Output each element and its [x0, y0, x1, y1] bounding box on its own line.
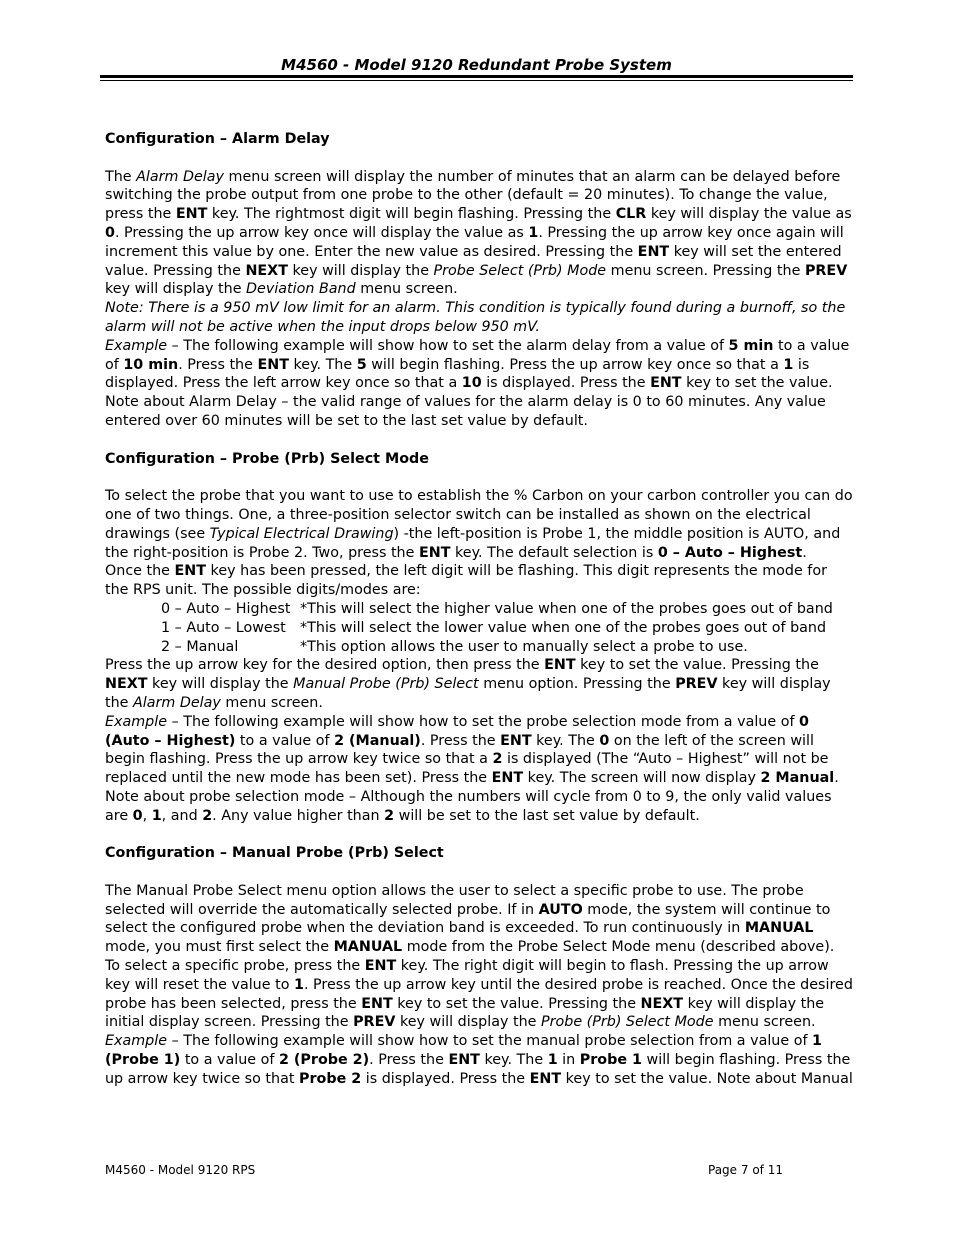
text-run: ) -the left-position is Probe 1, the middle position is AUTO, and the right-position is Probe 2. Two, press the [105, 525, 841, 561]
header-rule-thin [100, 80, 853, 81]
italic-text: Probe Select (Prb) Mode [433, 262, 607, 279]
text-run: The Manual Probe Select menu option allows the user to select a specific probe to use. The probe selected will override the automatically selected probe. If in [105, 882, 804, 918]
bold-text: 1 [783, 356, 794, 373]
bold-text: 0 [105, 224, 115, 241]
select-mode-paragraph-2 [105, 562, 853, 600]
bold-text: ENT [491, 770, 524, 787]
alarm-delay-paragraph [105, 168, 853, 300]
text-run: menu screen will display the number of minutes that an alarm can be delayed before switching the probe output from one probe to the other (default = 20 minutes). To change the value, press the [105, 168, 841, 223]
bold-text: ENT [448, 1052, 480, 1069]
text-run: key to set the value. Pressing the [575, 657, 819, 674]
footer-page-number: Page 7 of 11 [708, 1163, 783, 1177]
text-run: To select the probe that you want to use to establish the % Carbon on your carbon controller you can do one of two things. One, a three-position selector switch can be installed as shown on the electrical drawings (see [105, 488, 853, 542]
bold-text: 0 [599, 732, 610, 749]
italic-text: Typical Electrical Drawing [209, 525, 394, 542]
text-run: . [802, 544, 807, 561]
mode-option-description: *This will select the higher value when one of the probes goes out of band [300, 600, 833, 617]
bold-text: PREV [675, 676, 718, 693]
text-run: is displayed. Press the left arrow key once so that a [105, 356, 810, 392]
bold-text: NEXT [245, 262, 288, 279]
text-run: will be set to the last set value by default. [394, 807, 700, 824]
text-run: key. The [288, 356, 357, 373]
section-heading-alarm-delay: Configuration – Alarm Delay [105, 131, 330, 147]
text-run: – The following example will show how to set the alarm delay from a value of [167, 337, 729, 354]
bold-text: NEXT [640, 995, 684, 1012]
text-run: key. The [531, 732, 600, 749]
bold-text: 2 Manual [760, 770, 835, 787]
italic-text: Manual Probe (Prb) Select [293, 676, 479, 693]
text-run: will begin flashing. Press the up arrow key once so that a [366, 356, 784, 373]
text-run: , and [161, 807, 203, 824]
alarm-delay-note [105, 299, 853, 337]
text-run: key will set the entered value. Pressing the [105, 243, 842, 279]
text-run: key will display the [147, 676, 294, 693]
mode-option-name: 1 – Auto – Lowest [161, 619, 286, 636]
bold-text: ENT [637, 243, 670, 260]
italic-text: Deviation Band [246, 281, 356, 298]
text-run: key. The rightmost digit will begin flashing. Pressing the [207, 206, 616, 223]
bold-text: 0 – Auto – Highest [657, 544, 803, 561]
bold-text: MANUAL [333, 939, 403, 956]
text-run: on the left of the screen will begin flashing. Press the up arrow key twice so that a [105, 732, 814, 768]
bold-text: ENT [361, 995, 393, 1012]
italic-text: Example [105, 713, 168, 730]
text-run: key will display the [287, 262, 434, 279]
bold-text: 10 min [123, 356, 179, 373]
text-run: key will display the [105, 676, 831, 711]
italic-text: Example [105, 1033, 168, 1050]
text-run: is displayed. Press the [481, 375, 651, 392]
bold-text: NEXT [105, 676, 148, 693]
text-run: . Press the [369, 1052, 449, 1069]
bold-text: 5 [356, 356, 367, 373]
text-run: . Press the [420, 732, 501, 749]
text-run: . Pressing the up arrow key once again will increment this value by one. Enter the new value as desired. Pressing the [105, 224, 844, 260]
manual-select-example [105, 1032, 853, 1088]
bold-text: MANUAL [744, 920, 814, 937]
mode-option-name: 2 – Manual [161, 638, 239, 655]
page-header-title: M4560 - Model 9120 Redundant Probe System [281, 56, 672, 74]
bold-text: 2 [492, 751, 503, 768]
text-run: – The following example will show how to set the manual probe selection from a value of [167, 1033, 813, 1050]
mode-option-description: *This option allows the user to manually select a probe to use. [300, 638, 748, 655]
bold-text: 2 [202, 807, 213, 824]
text-run: . Note about probe selection mode – Although the numbers will cycle from 0 to 9, the only valid values are [105, 770, 839, 824]
mode-option [161, 600, 853, 619]
select-mode-paragraph-1 [105, 487, 853, 562]
text-run: key to set the value. Note about Manual [561, 1070, 853, 1087]
mode-option [161, 638, 853, 657]
bold-text: 0 (Auto – Highest) [105, 713, 809, 749]
text-run: to a value of [235, 732, 335, 749]
alarm-delay-example [105, 337, 853, 431]
italic-text: Probe (Prb) Select Mode [541, 1014, 714, 1031]
text-run: key. The [479, 1052, 548, 1069]
text-run: menu option. Pressing the [478, 676, 676, 693]
text-run: menu screen. [355, 281, 458, 298]
bold-text: ENT [544, 657, 576, 674]
text-run: will begin flashing. Press the up arrow key twice so that [105, 1052, 851, 1087]
select-mode-options-list [105, 600, 853, 656]
bold-text: AUTO [538, 901, 583, 918]
text-run: Once the [105, 563, 175, 580]
bold-text: Probe 2 [298, 1070, 362, 1087]
italic-text: Alarm Delay [133, 694, 221, 711]
text-run: menu screen. [220, 694, 323, 711]
select-mode-example [105, 713, 853, 826]
bold-text: 2 (Probe 2) [278, 1052, 370, 1069]
text-run: . Pressing the up arrow key once will display the value as [114, 224, 529, 241]
bold-text: 10 [461, 375, 482, 392]
bold-text: ENT [174, 563, 207, 580]
text-run: The [105, 168, 137, 185]
bold-text: Probe 1 [579, 1052, 642, 1069]
bold-text: ENT [257, 356, 289, 373]
text-run: key. The right digit will begin to flash. Pressing the up arrow key will reset the value to [105, 958, 829, 993]
text-run: key. The screen will now display [523, 770, 761, 787]
mode-option-description: *This will select the lower value when one of the probes goes out of band [300, 619, 827, 636]
bold-text: 1 [293, 976, 304, 993]
italic-text: Alarm Delay [136, 168, 225, 185]
header-rule-thick [100, 75, 853, 78]
text-run: – The following example will show how to set the probe selection mode from a value of [167, 713, 800, 730]
text-run: key will display the initial display screen. Pressing the [105, 995, 825, 1031]
bold-text: 0 [132, 807, 143, 824]
text-run: menu screen. [713, 1014, 816, 1031]
italic-text: Example [105, 337, 168, 354]
text-run: mode from the Probe Select Mode menu (described above). To select a specific probe, press the [105, 939, 835, 975]
bold-text: 2 [384, 807, 395, 824]
bold-text: 1 [547, 1052, 558, 1069]
bold-text: PREV [804, 262, 848, 279]
document-body [105, 130, 853, 1089]
bold-text: ENT [418, 544, 451, 561]
text-run: to a value of [105, 337, 850, 373]
bold-text: 1 [151, 807, 162, 824]
bold-text: ENT [529, 1070, 562, 1087]
text-run: to a value of [180, 1052, 279, 1069]
text-run: key to set the value. Pressing the [392, 995, 641, 1012]
bold-text: 5 min [728, 337, 774, 354]
text-run: key. The default selection is [450, 544, 658, 561]
text-run: is displayed (The “Auto – Highest” will not be replaced until the new mode has been set). Press the [105, 751, 829, 787]
text-run: mode, the system will continue to select the configured probe when the deviation band is exceeded. To run continuously in [105, 901, 831, 937]
text-run: key to set the value. Note about Alarm Delay – the valid range of values for the alarm delay is 0 to 60 minutes. Any value entered over 60 minutes will be set to the last set value by default. [105, 375, 833, 429]
bold-text: ENT [364, 958, 397, 975]
bold-text: ENT [650, 375, 682, 392]
bold-text: 2 (Manual) [334, 732, 421, 749]
bold-text: CLR [615, 206, 647, 223]
text-run: . Press the up arrow key until the desired probe is reached. Once the desired probe has been selected, press the [105, 976, 853, 1012]
text-run: mode, you must first select the [105, 939, 334, 956]
italic-text: Note: There is a 950 mV low limit for an alarm. This condition is typically found during a burnoff, so the alarm will not be active when the input drops below 950 mV. [105, 300, 846, 335]
text-run: in [557, 1052, 580, 1069]
text-run: key will display the value as [646, 206, 852, 223]
text-run: . Press the [178, 356, 258, 373]
bold-text: 1 (Probe 1) [105, 1033, 822, 1069]
bold-text: ENT [500, 732, 532, 749]
section-heading-manual-select: Configuration – Manual Probe (Prb) Select [105, 845, 444, 862]
text-run: Press the up arrow key for the desired option, then press the [105, 657, 545, 674]
select-mode-paragraph-3 [105, 656, 853, 712]
text-run: key will display the [105, 281, 247, 298]
section-heading-select-mode: Configuration – Probe (Prb) Select Mode [105, 450, 429, 467]
text-run: . Any value higher than [212, 807, 385, 824]
text-run: menu screen. Pressing the [606, 262, 805, 279]
text-run: key will display the [395, 1014, 541, 1031]
text-run: , [142, 807, 152, 824]
mode-option [161, 619, 853, 638]
footer-document-name: M4560 - Model 9120 RPS [105, 1163, 256, 1177]
text-run: key has been pressed, the left digit will be flashing. This digit represents the mode for the RPS unit. The possible digits/modes are: [105, 563, 827, 599]
bold-text: ENT [175, 206, 208, 223]
bold-text: PREV [353, 1014, 396, 1031]
mode-option-name: 0 – Auto – Highest [161, 600, 291, 617]
bold-text: 1 [528, 224, 539, 241]
manual-select-paragraph [105, 882, 853, 1032]
text-run: is displayed. Press the [361, 1070, 530, 1087]
